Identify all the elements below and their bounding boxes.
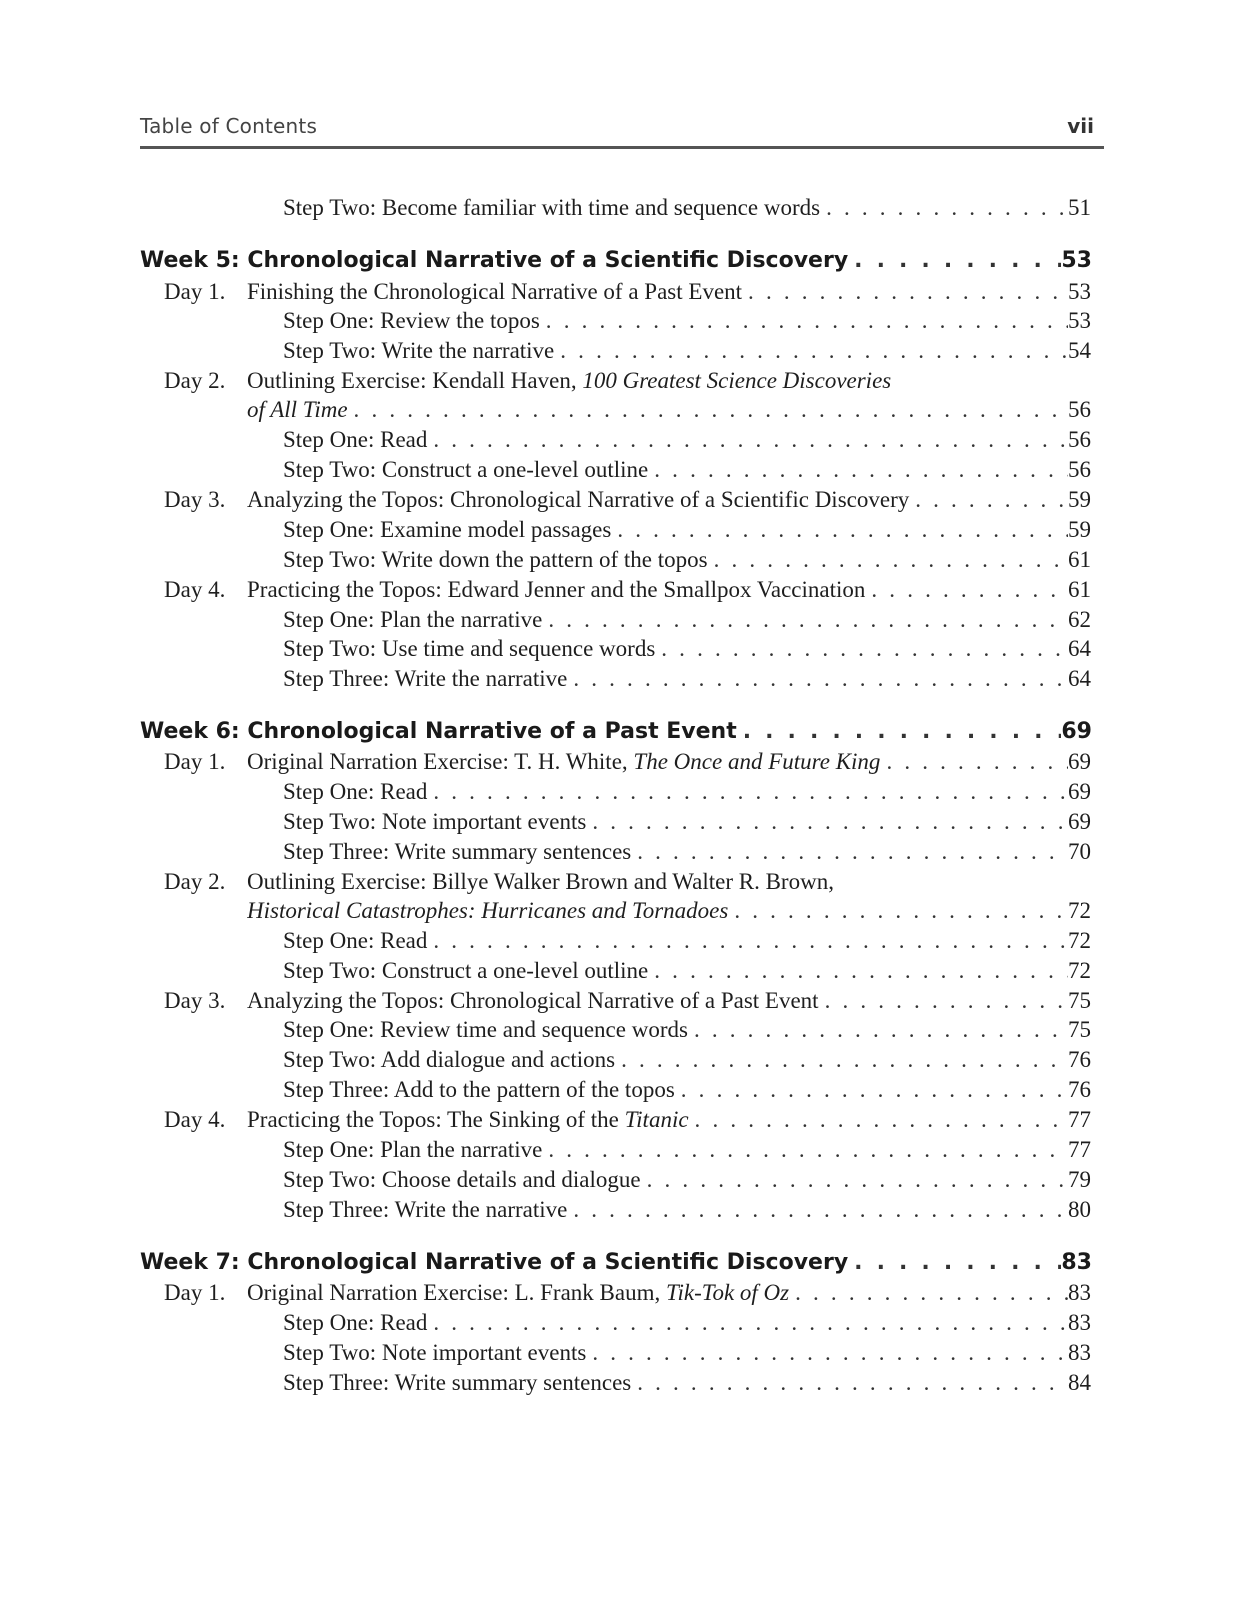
entry-label: Step Three: Write summary sentences	[283, 1370, 632, 1395]
entry-label: Step Two: Become familiar with time and sequence words	[283, 195, 821, 220]
header-page-number: vii	[1067, 114, 1094, 138]
entry-page: 72	[1068, 928, 1091, 953]
entry-label: Step One: Plan the narrative	[283, 607, 543, 632]
entry-label: Step Two: Note important events	[283, 809, 587, 834]
header-title: Table of Contents	[140, 114, 318, 138]
entry-page: 59	[1068, 517, 1091, 542]
entry-page: 76	[1068, 1047, 1091, 1072]
entry-label-text: Original Narration Exercise: T. H. White,	[247, 749, 634, 774]
toc-entry-step[interactable]	[283, 1074, 1091, 1106]
entry-label: Step One: Review time and sequence words	[283, 1017, 688, 1042]
dot-leader	[542, 604, 1068, 636]
toc-entry-day[interactable]	[247, 985, 1091, 1017]
entry-page: 61	[1068, 547, 1091, 572]
entry-label-italic: The Once and Future King	[633, 749, 881, 774]
dot-leader	[820, 192, 1068, 224]
toc-entry-step[interactable]	[283, 305, 1091, 337]
entry-label: Step Two: Add dialogue and actions	[283, 1047, 616, 1072]
dot-leader	[631, 1367, 1068, 1399]
entry-label: Outlining Exercise: Kendall Haven,	[247, 368, 583, 393]
entry-label: Step One: Read	[283, 1310, 428, 1335]
entry-label	[247, 1104, 689, 1136]
entry-page: 83	[1068, 1340, 1091, 1365]
dot-leader	[567, 663, 1068, 695]
day-number: Day 2.	[164, 368, 226, 393]
entry-label: Practicing the Topos: Edward Jenner and the Smallpox Vaccination	[247, 577, 866, 602]
dot-leader	[648, 454, 1068, 486]
dot-leader	[631, 836, 1068, 868]
toc-entry-step[interactable]	[283, 1337, 1091, 1369]
entry-label: Step One: Read	[283, 928, 428, 953]
entry-page: 56	[1068, 427, 1091, 452]
dot-leader	[689, 1104, 1068, 1136]
entry-label: Step Two: Write down the pattern of the topos	[283, 547, 708, 572]
dot-leader	[542, 1134, 1068, 1166]
entry-page: 72	[1068, 898, 1091, 923]
toc-entry-step[interactable]	[283, 1164, 1091, 1196]
entry-label	[247, 746, 880, 778]
toc-entry-day[interactable]	[247, 276, 1091, 308]
day-number: Day 1.	[164, 1280, 226, 1305]
toc-entry-week-6[interactable]	[140, 716, 1092, 748]
toc-entry-step[interactable]	[283, 424, 1091, 456]
dot-leader	[909, 484, 1068, 516]
entry-label: Finishing the Chronological Narrative of a Past Event	[247, 279, 743, 304]
toc-entry-step[interactable]	[283, 1134, 1091, 1166]
entry-page: 76	[1068, 1077, 1091, 1102]
dot-leader	[641, 1164, 1068, 1196]
dot-leader	[427, 424, 1068, 456]
dot-leader	[348, 394, 1068, 426]
week-title: Week 5: Chronological Narrative of a Scientific Discovery	[140, 248, 849, 273]
toc-entry-step[interactable]	[283, 335, 1091, 367]
entry-page: 75	[1068, 988, 1091, 1013]
toc-entry-step[interactable]	[283, 544, 1091, 576]
entry-page: 69	[1061, 719, 1092, 744]
entry-page: 53	[1061, 248, 1092, 273]
dot-leader	[742, 276, 1068, 308]
toc-entry-step[interactable]	[283, 1194, 1091, 1226]
entry-page: 51	[1068, 195, 1091, 220]
dot-leader	[865, 574, 1068, 606]
toc-entry-day[interactable]	[247, 746, 1091, 778]
entry-page: 83	[1068, 1280, 1091, 1305]
entry-page: 70	[1068, 839, 1091, 864]
toc-entry-day-line2[interactable]	[247, 895, 1091, 927]
entry-page: 53	[1068, 308, 1091, 333]
entry-page: 56	[1068, 397, 1091, 422]
entry-page: 72	[1068, 958, 1091, 983]
week-title: Week 7: Chronological Narrative of a Scientific Discovery	[140, 1250, 849, 1275]
dot-leader	[554, 335, 1068, 367]
toc-entry-day[interactable]	[247, 574, 1091, 606]
toc-entry-day[interactable]	[247, 1104, 1091, 1136]
entry-page: 84	[1068, 1370, 1091, 1395]
week-title: Week 6: Chronological Narrative of a Past Event	[140, 719, 737, 744]
toc-entry-step[interactable]	[283, 633, 1091, 665]
entry-page: 79	[1068, 1167, 1091, 1192]
entry-label: Step Two: Write the narrative	[283, 338, 555, 363]
entry-label-italic: Tik-Tok of Oz	[666, 1280, 790, 1305]
dot-leader	[567, 1194, 1068, 1226]
entry-label-italic: 100 Greatest Science Discoveries	[582, 368, 892, 393]
day-number: Day 4.	[164, 577, 226, 602]
toc-entry-step[interactable]	[283, 454, 1091, 486]
dot-leader	[675, 1074, 1068, 1106]
entry-page: 75	[1068, 1017, 1091, 1042]
toc-entry-step[interactable]	[283, 514, 1091, 546]
dot-leader	[819, 985, 1068, 1017]
running-header	[140, 110, 1104, 149]
entry-label: Step One: Read	[283, 779, 428, 804]
day-number: Day 2.	[164, 869, 226, 894]
dot-leader	[848, 1247, 1061, 1279]
day-number: Day 4.	[164, 1107, 226, 1132]
toc-entry-step[interactable]	[283, 604, 1091, 636]
entry-page: 54	[1068, 338, 1091, 363]
entry-page: 59	[1068, 487, 1091, 512]
entry-page: 77	[1068, 1107, 1091, 1132]
entry-label: Step Two: Use time and sequence words	[283, 636, 656, 661]
toc-entry-step[interactable]	[283, 1367, 1091, 1399]
toc-entry-week-5[interactable]	[140, 245, 1092, 277]
dot-leader	[688, 1014, 1068, 1046]
toc-entry-day-line1[interactable]	[247, 365, 891, 397]
toc-entry-step[interactable]	[283, 806, 1091, 838]
entry-page: 61	[1068, 577, 1091, 602]
toc-entry-week-7[interactable]	[140, 1247, 1092, 1279]
entry-label: Step One: Review the topos	[283, 308, 540, 333]
dot-leader	[737, 716, 1062, 748]
toc-entry-step[interactable]	[283, 836, 1091, 868]
entry-page: 83	[1061, 1250, 1092, 1275]
dot-leader	[728, 895, 1068, 927]
entry-page: 64	[1068, 636, 1091, 661]
entry-label: Step One: Read	[283, 427, 428, 452]
entry-page: 83	[1068, 1310, 1091, 1335]
entry-label-italic: of All Time	[247, 397, 348, 422]
day-number: Day 3.	[164, 487, 226, 512]
entry-label: Step Three: Write the narrative	[283, 1197, 568, 1222]
entry-label: Analyzing the Topos: Chronological Narrative of a Past Event	[247, 988, 819, 1013]
dot-leader	[427, 1307, 1068, 1339]
entry-label: Step Two: Note important events	[283, 1340, 587, 1365]
dot-leader	[427, 925, 1068, 957]
entry-label: Step Two: Construct a one-level outline	[283, 958, 649, 983]
entry-label: Step Three: Add to the pattern of the topos	[283, 1077, 675, 1102]
entry-label: Step Two: Choose details and dialogue	[283, 1167, 641, 1192]
entry-label: Step One: Plan the narrative	[283, 1137, 543, 1162]
entry-page: 77	[1068, 1137, 1091, 1162]
entry-label	[247, 1277, 789, 1309]
entry-label-italic: Historical Catastrophes: Hurricanes and Tornadoes	[247, 898, 729, 923]
toc-entry-step[interactable]	[283, 776, 1091, 808]
toc-entry-day-line1[interactable]: Outlining Exercise: Billye Walker Brown and Walter R. Brown,	[247, 869, 834, 894]
entry-label-italic: Titanic	[624, 1107, 689, 1132]
toc-entry-step[interactable]	[283, 955, 1091, 987]
entry-label: Step Three: Write the narrative	[283, 666, 568, 691]
entry-page: 69	[1068, 749, 1091, 774]
dot-leader	[848, 245, 1061, 277]
toc-entry-day-line2[interactable]	[247, 394, 1091, 426]
dot-leader	[540, 305, 1068, 337]
entry-label: Analyzing the Topos: Chronological Narrative of a Scientific Discovery	[247, 487, 910, 512]
dot-leader	[655, 633, 1068, 665]
dot-leader	[789, 1277, 1068, 1309]
toc-entry-step[interactable]	[283, 1044, 1091, 1076]
entry-page: 64	[1068, 666, 1091, 691]
dot-leader	[880, 746, 1068, 778]
entry-label: Step One: Examine model passages	[283, 517, 612, 542]
dot-leader	[427, 776, 1068, 808]
toc-entry-day[interactable]	[247, 1277, 1091, 1309]
toc-entry-step[interactable]	[283, 663, 1091, 695]
dot-leader	[586, 806, 1068, 838]
entry-label: Step Three: Write summary sentences	[283, 839, 632, 864]
dot-leader	[611, 514, 1068, 546]
entry-label-text: Original Narration Exercise: L. Frank Baum,	[247, 1280, 666, 1305]
toc-entry-day[interactable]	[247, 484, 1091, 516]
entry-page: 69	[1068, 809, 1091, 834]
day-number: Day 1.	[164, 749, 226, 774]
dot-leader	[586, 1337, 1068, 1369]
toc-entry-step[interactable]	[283, 925, 1091, 957]
entry-page: 62	[1068, 607, 1091, 632]
entry-page: 56	[1068, 457, 1091, 482]
entry-page: 80	[1068, 1197, 1091, 1222]
entry-page: 69	[1068, 779, 1091, 804]
toc-entry-step[interactable]	[283, 1014, 1091, 1046]
entry-label: Step Two: Construct a one-level outline	[283, 457, 649, 482]
dot-leader	[615, 1044, 1068, 1076]
dot-leader	[648, 955, 1068, 987]
dot-leader	[708, 544, 1068, 576]
day-number: Day 3.	[164, 988, 226, 1013]
entry-page: 53	[1068, 279, 1091, 304]
toc-entry-step[interactable]	[283, 192, 1091, 224]
entry-label-text: Practicing the Topos: The Sinking of the	[247, 1107, 625, 1132]
toc-entry-step[interactable]	[283, 1307, 1091, 1339]
day-number: Day 1.	[164, 279, 226, 304]
